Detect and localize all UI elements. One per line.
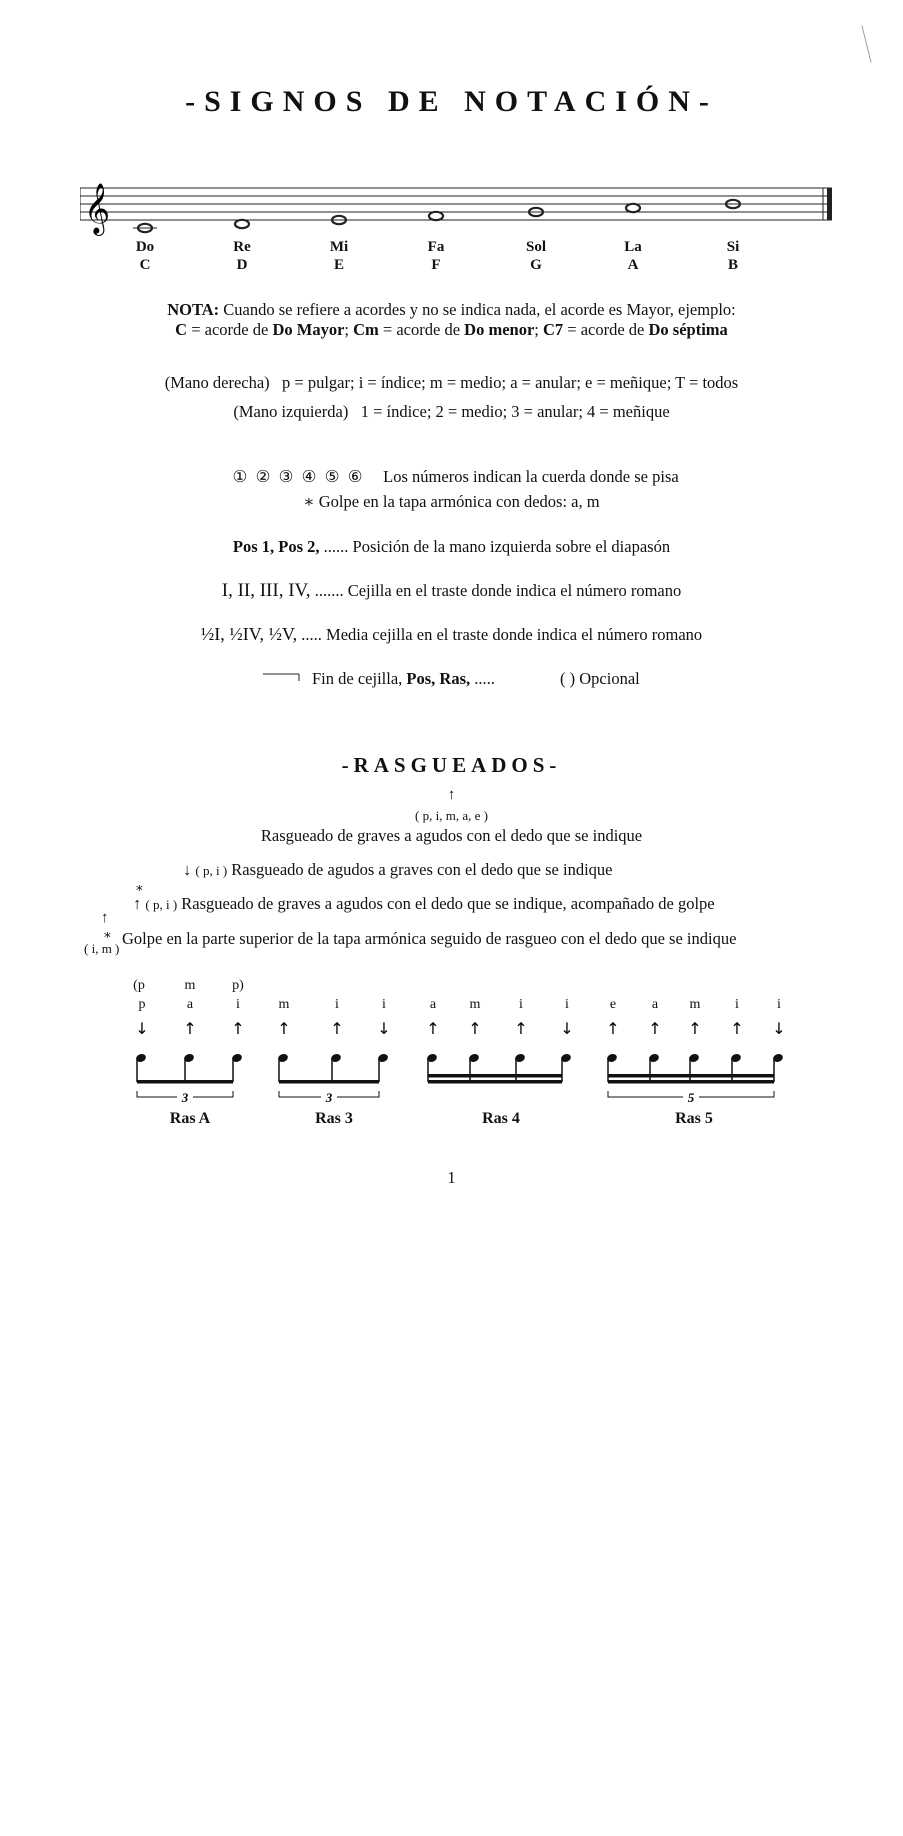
arrow-up-icon: ↑ bbox=[426, 1019, 440, 1038]
finger-label: m bbox=[469, 997, 481, 1012]
media-cejilla-line: ½I, ½IV, ½V, ..... Media cejilla en el traste donde indica el número romano bbox=[200, 624, 703, 644]
arrow-down-icon: ↓ bbox=[135, 1019, 149, 1038]
finger-label: a bbox=[651, 997, 659, 1012]
page-number: 1 bbox=[447, 1168, 456, 1187]
r2-line: ↓ ( p, i ) Rasgueado de agudos a graves con el dedo que se indique bbox=[183, 860, 613, 879]
r4-star-icon: ∗ bbox=[103, 927, 112, 942]
note-mi: Mi E bbox=[329, 239, 349, 273]
arrow-up-icon: ↑ bbox=[231, 1019, 245, 1038]
arrow-up-icon: ↑ bbox=[730, 1019, 744, 1038]
arrow-down-icon: ↓ bbox=[377, 1019, 391, 1038]
finger-label: i bbox=[519, 997, 523, 1012]
arrow-up-icon: ↑ bbox=[688, 1019, 702, 1038]
arrow-down-icon: ↓ bbox=[560, 1019, 574, 1038]
tuplet-bracket bbox=[137, 1091, 177, 1097]
golpe-line: ∗ Golpe en la tapa armónica con dedos: a, m bbox=[303, 492, 600, 511]
arrow-down-icon: ↓ bbox=[183, 860, 192, 879]
beam bbox=[428, 1080, 562, 1084]
music-staff bbox=[80, 178, 840, 238]
rasgueado-rhythm-notation bbox=[0, 1010, 903, 1110]
note-heads bbox=[133, 200, 740, 232]
note-re: Re D bbox=[233, 239, 251, 273]
finger-label: i bbox=[236, 997, 240, 1012]
finger-label: p bbox=[138, 997, 146, 1012]
tuplet-number: 3 bbox=[181, 1090, 189, 1105]
arrow-up-icon: ↑ bbox=[468, 1019, 482, 1038]
ras-3-label: Ras 3 bbox=[315, 1110, 353, 1127]
page-title: -SIGNOS DE NOTACIÓN- bbox=[185, 85, 718, 118]
margin-mark bbox=[861, 25, 871, 62]
mano-derecha: (Mano derecha) p = pulgar; i = índice; m = medio; a = anular; e = meñique; T = todos bbox=[164, 373, 739, 392]
cejilla-line: I, II, III, IV, ....... Cejilla en el traste donde indica el número romano bbox=[221, 580, 682, 601]
cuerdas-line: ① ② ③ ④ ⑤ ⑥ Los números indican la cuerda donde se pisa bbox=[232, 467, 679, 486]
arrow-up-icon: ↑ bbox=[648, 1019, 662, 1038]
note-la: La A bbox=[624, 239, 642, 273]
paren-finger: p) bbox=[232, 978, 244, 993]
pos-line: Pos 1, Pos 2, ...... Posición de la mano izquierda sobre el diapasón bbox=[232, 537, 671, 556]
arrow-up-icon: ↑ bbox=[133, 894, 142, 913]
r3-line: ↑ ( p, i ) Rasgueado de graves a agudos con el dedo que se indique, acompañado de golpe bbox=[133, 894, 715, 913]
paren-finger: (p bbox=[133, 978, 145, 993]
finger-label: m bbox=[689, 997, 701, 1012]
arrow-up-icon: ↑ bbox=[514, 1019, 528, 1038]
ras-a-label: Ras A bbox=[169, 1110, 211, 1127]
opcional-label: ( ) Opcional bbox=[560, 669, 640, 688]
beam bbox=[428, 1074, 562, 1078]
tuplet-bracket bbox=[337, 1091, 379, 1097]
finger-label: i bbox=[565, 997, 569, 1012]
r3-star-icon: ∗ bbox=[135, 880, 144, 895]
string-number-icons: ① ② ③ ④ ⑤ ⑥ bbox=[232, 467, 363, 486]
beam bbox=[608, 1074, 774, 1078]
rasgueados-title: -RASGUEADOS- bbox=[341, 753, 562, 777]
finger-label: i bbox=[735, 997, 739, 1012]
finger-label: e bbox=[609, 997, 617, 1012]
tuplet-number: 3 bbox=[325, 1090, 333, 1105]
note-si: Si B bbox=[726, 239, 740, 273]
note-do: Do C bbox=[135, 239, 155, 273]
r4-fingers: ( i, m ) bbox=[84, 941, 120, 956]
arrow-down-icon: ↓ bbox=[772, 1019, 786, 1038]
fin-cejilla-bracket-icon bbox=[263, 670, 303, 684]
arrow-up-icon: ↑ bbox=[606, 1019, 620, 1038]
finger-label: a bbox=[186, 997, 194, 1012]
tuplet-bracket bbox=[193, 1091, 233, 1097]
arrow-up-icon: ↑ bbox=[277, 1019, 291, 1038]
asterisk-icon: ∗ bbox=[303, 492, 315, 511]
tuplet-bracket bbox=[608, 1091, 683, 1097]
treble-clef-icon: 𝄞 bbox=[84, 183, 111, 234]
finger-label: i bbox=[777, 997, 781, 1012]
ras-4-label: Ras 4 bbox=[482, 1110, 520, 1127]
arrow-up-icon: ↑ bbox=[101, 910, 109, 926]
note-fa: Fa F bbox=[427, 239, 445, 273]
finger-label: a bbox=[429, 997, 437, 1012]
beam bbox=[279, 1080, 379, 1084]
beam bbox=[608, 1080, 774, 1084]
finger-label: i bbox=[335, 997, 339, 1012]
nota-line-2: C = acorde de Do Mayor; Cm = acorde de Do menor; C7 = acorde de Do séptima bbox=[175, 320, 728, 339]
paren-finger: m bbox=[184, 978, 196, 993]
note-sol: Sol G bbox=[525, 239, 546, 273]
arrow-up-icon: ↑ bbox=[183, 1019, 197, 1038]
tuplet-number: 5 bbox=[687, 1090, 695, 1105]
ras-5-label: Ras 5 bbox=[675, 1110, 713, 1127]
r1-fingers: ( p, i, m, a, e ) bbox=[415, 808, 488, 823]
nota-line-1: NOTA: Cuando se refiere a acordes y no se indica nada, el acorde es Mayor, ejemplo: bbox=[167, 300, 736, 319]
tuplet-bracket bbox=[279, 1091, 321, 1097]
arrow-up-icon: ↑ bbox=[447, 787, 456, 803]
r1-text: Rasgueado de graves a agudos con el dedo que se indique bbox=[260, 826, 643, 845]
r4-text: Golpe en la parte superior de la tapa armónica seguido de rasgueo con el dedo que se indique bbox=[122, 929, 737, 948]
fin-cejilla-line: Fin de cejilla, Pos, Ras, ..... bbox=[312, 669, 495, 688]
finger-label: i bbox=[382, 997, 386, 1012]
beam bbox=[137, 1080, 233, 1084]
arrow-up-icon: ↑ bbox=[330, 1019, 344, 1038]
mano-izquierda: (Mano izquierda) 1 = índice; 2 = medio; 3 = anular; 4 = meñique bbox=[233, 402, 670, 421]
tuplet-bracket bbox=[699, 1091, 774, 1097]
finger-label: m bbox=[278, 997, 290, 1012]
